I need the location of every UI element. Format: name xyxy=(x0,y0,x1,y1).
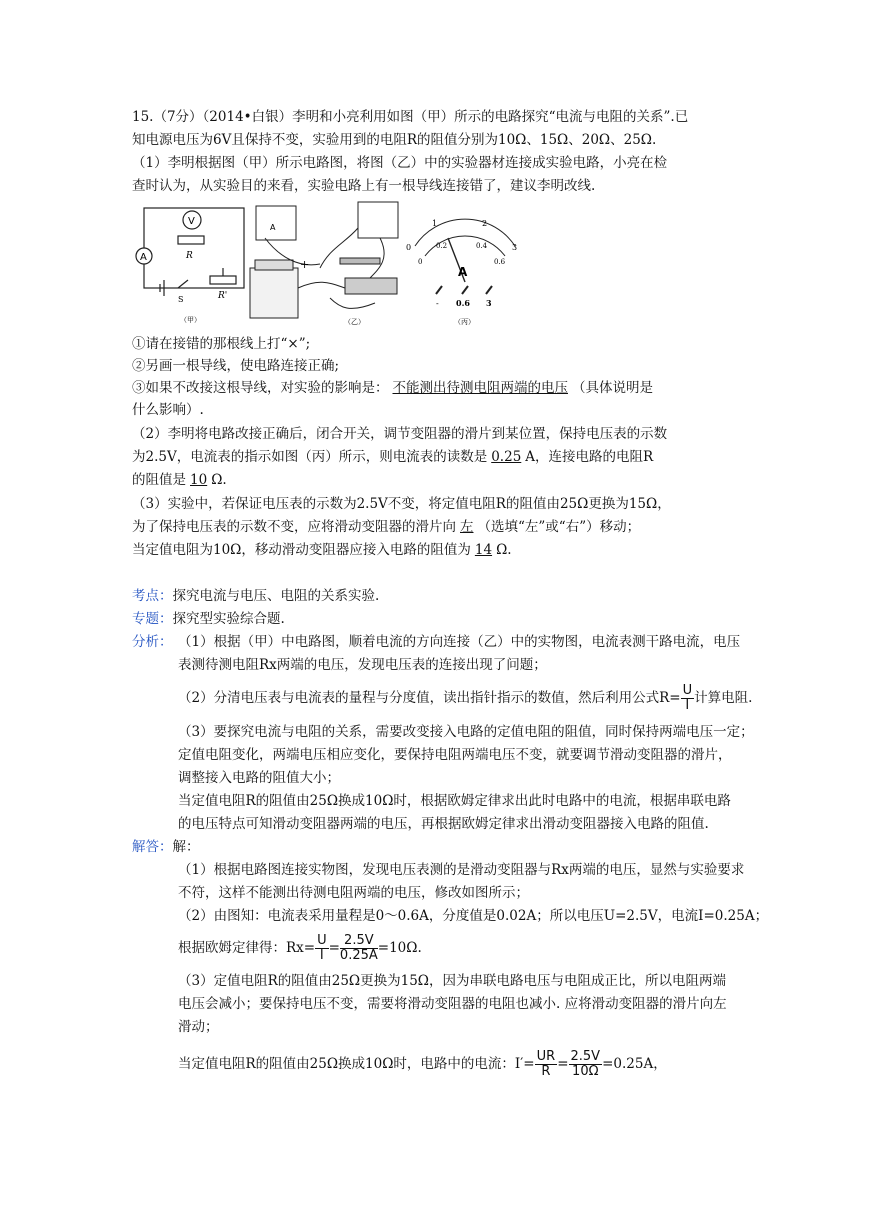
terminal-0-6: 0.6 xyxy=(456,298,470,308)
formula-4-denominator: R xyxy=(541,1064,551,1079)
formula-U-over-I-2 xyxy=(315,934,329,963)
part2-line-1: （2）李明将电路改接正确后，闭合开关，调节变阻器的滑片到某位置，保持电压表的示数 xyxy=(132,426,668,442)
scale-top-0: 0 xyxy=(406,243,412,252)
jieda-3-line-2: 电压会减小；要保持电压不变，需要将滑动变阻器的电阻也减小. 应将滑动变阻器的滑片向左 xyxy=(178,996,727,1012)
zhuanti-text: 探究型实验综合题. xyxy=(172,611,285,627)
sub3-prefix: ③如果不改接这根导线，对实验的影响是： xyxy=(132,380,389,396)
fenxi-3-line-3: 调整接入电路的阻值大小； xyxy=(178,770,340,786)
fenxi-label-text: 分析： xyxy=(132,634,173,650)
kaodian-text: 探究电流与电压、电阻的关系实验. xyxy=(172,588,380,604)
part3-line-2 xyxy=(132,517,640,537)
part1-line-1: （1）李明根据图（甲）所示电路图，将图（乙）中的实验器材连接成实验电路，小亮在检 xyxy=(132,155,668,171)
part3-line-2-suffix: （选填“左”或“右”）移动； xyxy=(477,519,641,535)
part2-line-3 xyxy=(132,470,227,490)
question-line-2: 知电源电压为6V且保持不变，实验用到的电阻R的阻值分别为10Ω、15Ω、20Ω、25Ω. xyxy=(132,132,657,148)
fenxi-1-line-1: （1）根据（甲）中电路图，顺着电流的方向连接（乙）中的实物图，电流表测干路电流，电压 xyxy=(178,634,741,650)
fenxi-1-line-2: 表测待测电阻Rx两端的电压，发现电压表的连接出现了问题； xyxy=(178,657,547,673)
question-line-1: 15.（7分）（2014•白银）李明和小亮利用如图（甲）所示的电路探究“电流与电阻的关系”.已 xyxy=(132,109,689,125)
fenxi-label xyxy=(132,632,173,652)
circuit-figure xyxy=(130,198,530,328)
dial-A-letter: A xyxy=(458,265,468,279)
formula-2-denominator: I xyxy=(319,948,324,963)
ammeter-dial-bing xyxy=(415,219,518,294)
jieda-row xyxy=(132,837,200,857)
jieda-2-suffix: =10Ω. xyxy=(377,940,422,956)
jie-text: 解： xyxy=(172,839,200,855)
jia-A-label: A xyxy=(140,252,147,263)
scale-bottom-1: 0.2 xyxy=(436,242,448,250)
part2-answer-current: 0.25 xyxy=(491,449,522,465)
jieda-3-line-3: 滑动； xyxy=(178,1019,219,1035)
jieda-4-suffix: =0.25A， xyxy=(602,1056,667,1072)
jia-R-label: R xyxy=(186,251,193,261)
jia-V-label: V xyxy=(188,216,195,227)
fenxi-4-line-1: 当定值电阻R的阻值由25Ω换成10Ω时，根据欧姆定律求出此时电路中的电流，根据串联电路 xyxy=(178,793,731,809)
part2-line-2-prefix: 为2.5V，电流表的指示如图（丙）所示，则电流表的读数是 xyxy=(132,449,488,465)
formula-U-over-I xyxy=(681,684,695,713)
part2-answer-resistance: 10 xyxy=(190,472,208,488)
jia-S-label: S xyxy=(178,295,184,304)
sub-question-3 xyxy=(132,378,653,398)
circuit-figure-svg xyxy=(130,198,530,328)
part3-line-3-prefix: 当定值电阻为10Ω，移动滑动变阻器应接入电路的阻值为 xyxy=(132,542,471,558)
jieda-4 xyxy=(178,1050,667,1079)
scale-top-3: 3 xyxy=(512,243,518,252)
part1-line-2: 查时认为，从实验目的来看，实验电路上有一根导线连接错了，建议李明改线. xyxy=(132,178,596,194)
formula-2-5V-over-10ohm xyxy=(569,1050,603,1079)
terminal-minus: - xyxy=(436,299,439,308)
apparatus-yi xyxy=(250,202,398,318)
jieda-2-line-1: （2）由图知：电流表采用量程是0～0.6A，分度值是0.02A；所以电压U=2.5V，电流I=0.25A； xyxy=(178,908,769,924)
zhuanti-row xyxy=(132,609,285,629)
jieda-4-prefix: 当定值电阻R的阻值由25Ω换成10Ω时，电路中的电流：I′= xyxy=(178,1056,535,1072)
part3-line-2-prefix: 为了保持电压表的示数不变，应将滑动变阻器的滑片向 xyxy=(132,519,456,535)
formula-2-numerator: U xyxy=(317,933,327,948)
part2-line-2 xyxy=(132,447,653,467)
yi-meter-A-label: A xyxy=(270,223,276,232)
sub3-suffix: （具体说明是 xyxy=(572,380,653,396)
scale-bottom-2: 0.4 xyxy=(476,242,488,250)
part2-line-2-suffix: A，连接电路的电阻R xyxy=(525,449,654,465)
formula-numerator: U xyxy=(682,683,693,698)
sub3-line-2: 什么影响）. xyxy=(132,402,204,418)
jieda-1-line-2: 不符，这样不能测出待测电阻两端的电压，修改如图所示； xyxy=(178,885,529,901)
part3-line-1: （3）实验中，若保证电压表的示数为2.5V不变，将定值电阻R的阻值由25Ω更换为15Ω， xyxy=(132,496,671,512)
formula-5-denominator: 10Ω xyxy=(572,1064,599,1079)
part3-line-3-suffix: Ω. xyxy=(496,542,512,558)
jieda-2-eq: = xyxy=(328,940,340,956)
sub-question-1: ①请在接错的那根线上打“×”; xyxy=(132,336,311,352)
scale-bottom-3: 0.6 xyxy=(494,258,506,266)
bing-caption: （丙） xyxy=(454,318,475,326)
yi-plus-label: + xyxy=(300,258,310,271)
zhuanti-label: 专题： xyxy=(132,611,173,627)
terminal-3: 3 xyxy=(486,298,492,308)
jieda-2-line-2 xyxy=(178,934,422,963)
part2-line-3-suffix: Ω. xyxy=(211,472,227,488)
scale-top-1: 1 xyxy=(432,219,438,228)
jia-caption: （甲） xyxy=(180,316,201,324)
formula-3-numerator: 2.5V xyxy=(340,934,378,949)
formula-denominator: I xyxy=(685,698,690,713)
kaodian-label: 考点： xyxy=(132,588,173,604)
fenxi-2 xyxy=(178,684,752,713)
jia-Rp-label: R' xyxy=(218,291,228,301)
jieda-1-line-1: （1）根据电路图连接实物图，发现电压表测的是滑动变阻器与Rx两端的电压，显然与实验要求 xyxy=(178,862,745,878)
jieda-2-prefix: 根据欧姆定律得：Rx= xyxy=(178,940,316,956)
formula-2-5V-over-0-25A xyxy=(340,934,378,963)
formula-5-numerator: 2.5V xyxy=(570,1049,601,1064)
part3-line-3 xyxy=(132,540,512,560)
formula-3-denominator: 0.25A xyxy=(339,948,378,963)
part3-answer-resistance: 14 xyxy=(474,542,493,558)
part2-line-3-prefix: 的阻值是 xyxy=(132,472,186,488)
fenxi-4-line-2: 的电压特点可知滑动变阻器两端的电压，再根据欧姆定律求出滑动变阻器接入电路的阻值. xyxy=(178,816,709,832)
jieda-3-line-1: （3）定值电阻R的阻值由25Ω更换为15Ω，因为串联电路电压与电阻成正比，所以电阻两端 xyxy=(178,973,726,989)
sub3-answer: 不能测出待测电阻两端的电压 xyxy=(392,380,568,396)
yi-caption: （乙） xyxy=(344,318,365,326)
jieda-4-eq: = xyxy=(557,1056,569,1072)
fenxi-2-suffix: 计算电阻. xyxy=(694,690,753,706)
sub-question-2: ②另画一根导线，使电路连接正确; xyxy=(132,358,340,374)
formula-UR-over-R xyxy=(535,1050,558,1079)
fenxi-3-line-1: （3）要探究电流与电阻的关系，需要改变接入电路的定值电阻的阻值，同时保持两端电压一定； xyxy=(178,724,754,740)
fenxi-3-line-2: 定值电阻变化，两端电压相应变化，要保持电阻两端电压不变，就要调节滑动变阻器的滑片， xyxy=(178,747,732,763)
fenxi-2-prefix: （2）分清电压表与电流表的量程与分度值，读出指针指示的数值，然后利用公式R= xyxy=(178,690,681,706)
scale-bottom-0: 0 xyxy=(418,258,423,266)
formula-4-numerator: UR xyxy=(536,1049,556,1064)
scale-top-2: 2 xyxy=(482,219,488,228)
kaodian-row xyxy=(132,586,379,606)
jieda-label: 解答： xyxy=(132,839,173,855)
part3-answer-direction: 左 xyxy=(460,519,474,535)
